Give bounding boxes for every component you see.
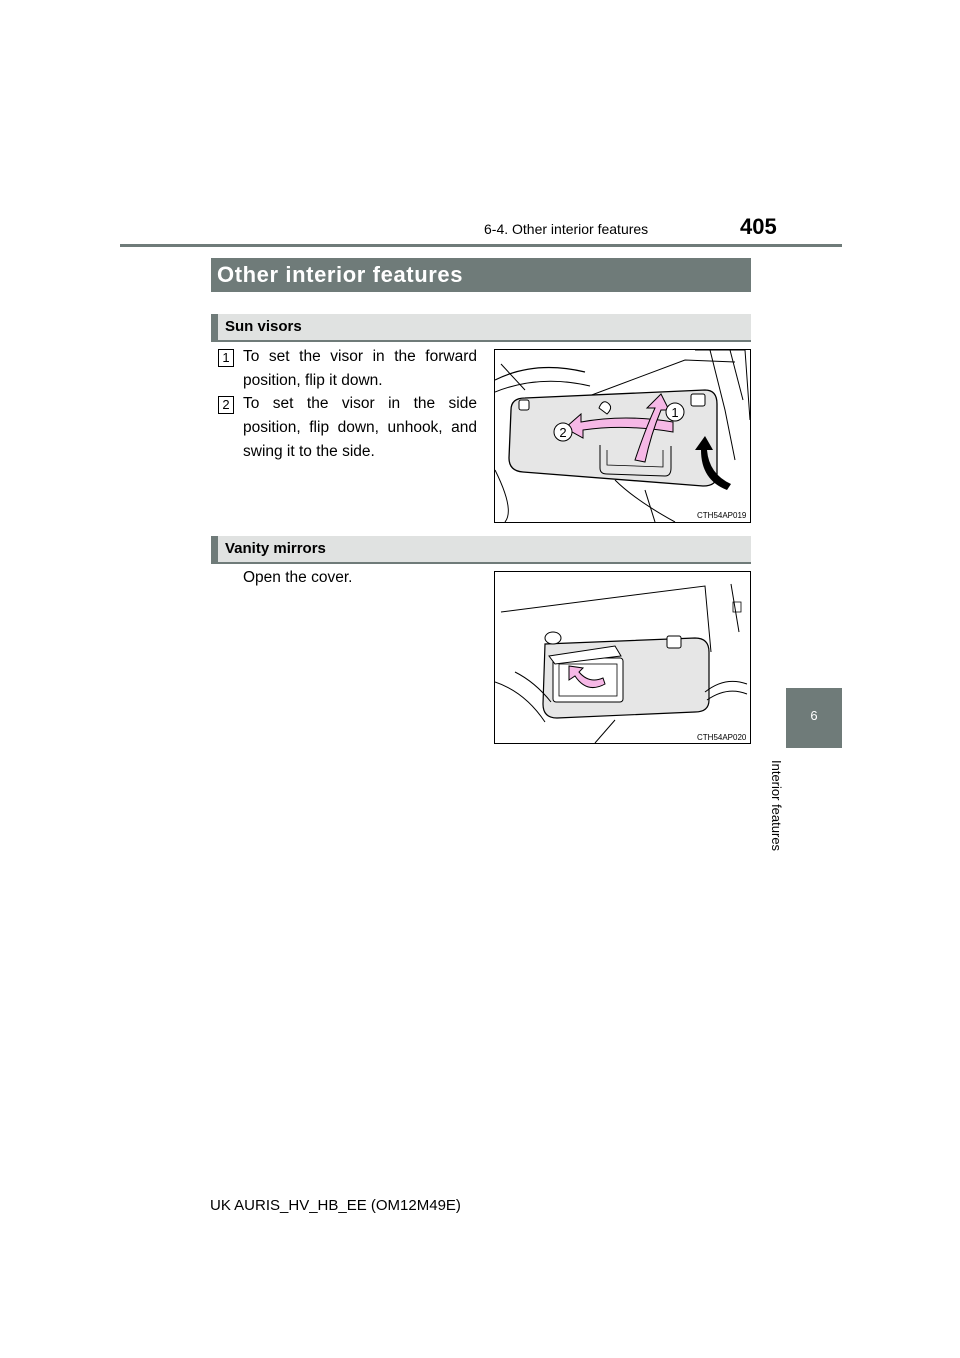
figure-code-sun-visor: CTH54AP019 (697, 511, 747, 520)
chapter-label: Interior features (769, 760, 784, 852)
sun-visor-illustration (495, 350, 750, 522)
footer-model-code: UK AURIS_HV_HB_EE (OM12M49E) (210, 1197, 461, 1214)
chapter-number: 6 (810, 708, 818, 723)
step-2-text: To set the visor in the side position, flip down, unhook, and swing it to the side. (243, 395, 477, 460)
figure-code-vanity-mirror: CTH54AP020 (697, 733, 747, 742)
header-rule (120, 244, 842, 247)
sun-visors-heading: Sun visors (225, 318, 302, 335)
vanity-mirror-figure (494, 571, 751, 744)
step-1-text: To set the visor in the forward position, flip it down. (243, 348, 477, 389)
chapter-tab (786, 688, 842, 748)
header-section-title: 6-4. Other interior features (484, 221, 649, 237)
page-number: 405 (740, 214, 777, 239)
callout-1: 1 (671, 405, 679, 420)
vanity-mirror-illustration (495, 572, 750, 743)
sun-visor-figure (494, 349, 751, 523)
main-heading: Other interior features (217, 262, 464, 287)
vanity-mirrors-heading: Vanity mirrors (225, 540, 326, 557)
sun-visors-heading-bar (211, 314, 751, 342)
step-1-badge: 1 (218, 349, 234, 367)
callout-2: 2 (559, 425, 567, 440)
step-2-badge: 2 (218, 396, 234, 414)
vanity-mirrors-heading-bar (211, 536, 751, 564)
chapter-side-label (769, 760, 812, 860)
main-heading-bar (211, 258, 751, 292)
vanity-mirror-text: Open the cover. (243, 569, 353, 586)
